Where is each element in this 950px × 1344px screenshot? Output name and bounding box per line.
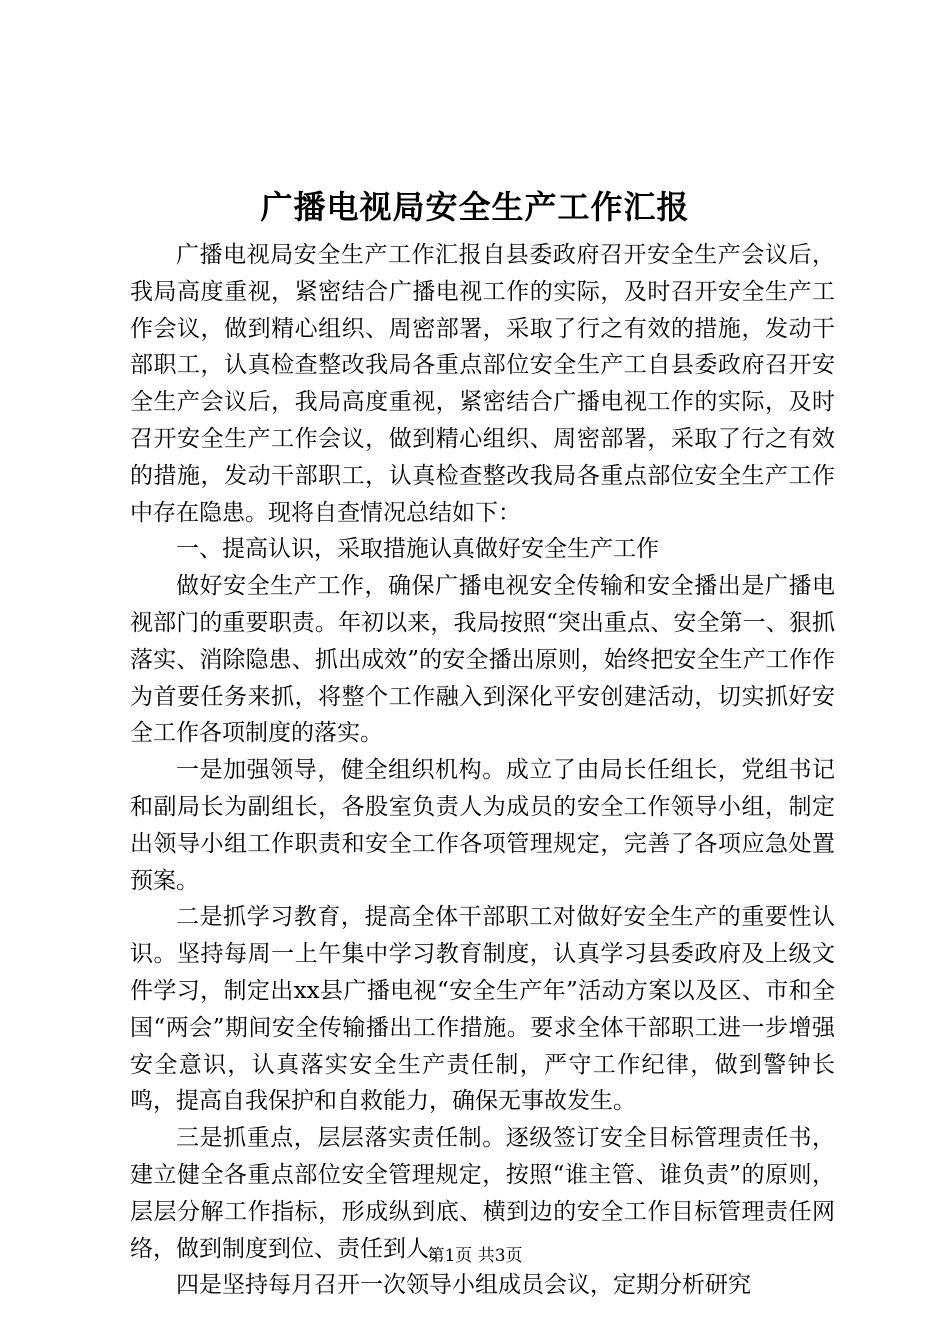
paragraph-point-1: 一是加强领导，健全组织机构。成立了由局长任组长，党组书记和副局长为副组长，各股室负责人为成员的安全工作领导小组，制定出领导小组工作职责和安全工作各项管理规定，完善了各项应急处置预案。 <box>130 757 835 894</box>
page-number-footer: 第1页 共3页 <box>427 1246 523 1266</box>
paragraph-point-4: 四是坚持每月召开一次领导小组成员会议，定期分析研究 <box>176 1272 751 1299</box>
paragraph-intro: 广播电视局安全生产工作汇报自县委政府召开安全生产会议后，我局高度重视，紧密结合广播电视工作的实际，及时召开安全生产工作会议，做到精心组织、周密部署，采取了行之有效的措施，发动干部职工，认真检查整改我局各重点部位安全生产工自县委政府召开安全生产会议后，我局高度重视，紧密结合广播电视工作的实际，及时召开安全生产工作会议，做到精心组织、周密部署，采取了行之有效的措施，发动干部职工，认真检查整改我局各重点部位安全生产工作中存在隐患。现将自查情况总结如下： <box>130 242 835 526</box>
paragraph-point-2: 二是抓学习教育，提高全体干部职工对做好安全生产的重要性认识。坚持每周一上午集中学习教育制度，认真学习县委政府及上级文件学习，制定出xx县广播电视“安全生产年”活动方案以及区、市和全国“两会”期间安全传输播出工作措施。要求全体干部职工进一步增强安全意识，认真落实安全生产责任制，严守工作纪律，做到警钟长鸣，提高自我保护和自救能力，确保无事故发生。 <box>130 904 835 1115</box>
section-heading-1: 一、提高认识，采取措施认真做好安全生产工作 <box>176 536 659 563</box>
document-body <box>130 237 835 1304</box>
paragraph-section-1-overview: 做好安全生产工作，确保广播电视安全传输和安全播出是广播电视部门的重要职责。年初以来，我局按照“突出重点、安全第一、狠抓落实、消除隐患、抓出成效”的安全播出原则，始终把安全生产工作作为首要任务来抓，将整个工作融入到深化平安创建活动，切实抓好安全工作各项制度的落实。 <box>130 573 835 747</box>
document-title: 广播电视局安全生产工作汇报 <box>260 188 690 226</box>
paragraph-point-3: 三是抓重点，层层落实责任制。逐级签订安全目标管理责任书，建立健全各重点部位安全管理规定，按照“谁主管、谁负责”的原则，层层分解工作指标，形成纵到底、横到边的安全工作目标管理责任网络，做到制度到位、责任到人。 <box>130 1125 835 1262</box>
